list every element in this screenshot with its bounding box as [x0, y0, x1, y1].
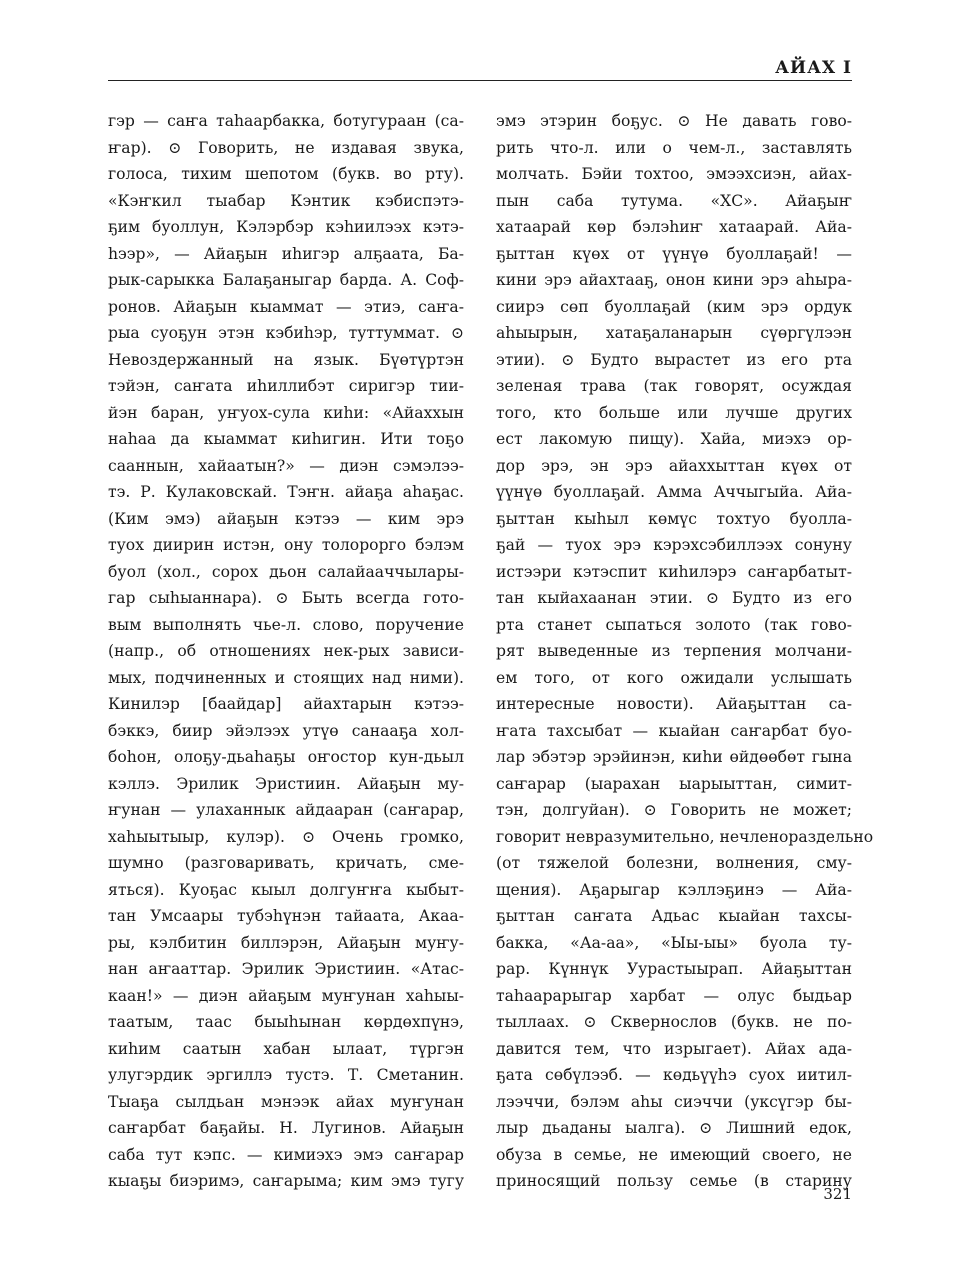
text-line: «Кэҥкил тыабар Кэнтик кэбиспэтэ- [108, 191, 464, 210]
text-line: кини эрэ айахтааҕ, онон кини эрэ аһыра- [496, 271, 852, 289]
text-line: ҥунан — улаханнык айдааран (саҥарар, [108, 801, 464, 819]
text-line: рыа суоҕун этэн кэбиһэр, туттуммат. ⊙ [108, 324, 464, 342]
text-line: лыр дьаданы ыалга). ⊙ Лишний едок, [496, 1119, 852, 1137]
text-line: обуза в семье, не имеющий своего, не [496, 1145, 852, 1164]
page-number: 321 [823, 1185, 852, 1203]
text-line: шумно (разговаривать, кричать, сме- [108, 854, 464, 872]
text-line: яться). Куоҕас кыыл долгуҥҥа кыбыт- [108, 880, 464, 899]
text-line: голоса, тихим шепотом (букв. во рту). [108, 165, 464, 183]
text-line: истээри кэтэспит киһилэрэ саҥарбатыт- [496, 562, 852, 581]
text-line: гар сыһыаннара). ⊙ Быть всегда гото- [108, 589, 464, 607]
text-line: улугэрдик эргиллэ тустэ. Т. Сметанин. [108, 1066, 464, 1084]
text-line: бэккэ, биир эйэлээх утүө санааҕа хол- [108, 721, 464, 740]
text-line: тэ. Р. Кулаковскай. Тэҥн. айаҕа аһаҕас. [108, 483, 464, 501]
text-line: һээр», — Айаҕын иһигэр алҕаата, Ба- [108, 244, 464, 263]
text-line: кыаҕы биэримэ, саҥарыма; ким эмэ тугу [108, 1172, 464, 1190]
text-line: хаһыытыыр, кулэр). ⊙ Очень громко, [108, 827, 464, 846]
text-line: приносящий пользу семье (в старину [496, 1172, 852, 1190]
text-line: Невоздержанный на язык. Бүөтүртэн [108, 350, 464, 369]
text-line: давится тем, что изрыгает). Айах ада- [496, 1039, 852, 1058]
text-line: Кинилэр [баайдар] айахтарын кэтээ- [108, 695, 464, 713]
text-line: тэн, долгуйан). ⊙ Говорить не может; [496, 801, 852, 819]
text-line: рят выведенные из терпения молчани- [496, 642, 852, 660]
text-line: сааннын, хайаатын?» — диэн сэмэлээ- [108, 456, 464, 475]
text-line: (напр., об отношениях нек-рых зависи- [108, 642, 464, 660]
text-line: ҕим буоллун, Кэлэрбэр кэһиилээх кэтэ- [108, 218, 464, 236]
text-line: тэйэн, саҥата иһиллибэт сиригэр тии- [108, 377, 464, 395]
text-line: саба тут кэпс. — кимиэхэ эмэ саҥарар [108, 1145, 464, 1164]
text-line: этии). ⊙ Будто вырастет из его рта [496, 350, 852, 369]
text-line: лар эбэтэр эрэйинэн, киһи өйдөөбөт гына [496, 748, 852, 766]
text-line: лээччи, бэлэм аһы сиэччи (уксүгэр бы- [496, 1092, 852, 1111]
text-line: рар. Күннүк Уурастыырап. Айаҕыттан [496, 960, 852, 978]
text-line: вым выполнять чье-л. слово, поручение [108, 615, 464, 634]
text-line: рить что-л. или о чем-л., заставлять [496, 138, 852, 157]
text-line: наһаа да кыаммат киһигин. Ити тоҕо [108, 430, 464, 448]
text-line: ем того, от кого ожидали услышать [496, 668, 852, 687]
text-line: нан аҥааттар. Эрилик Эристиин. «Атас- [108, 960, 464, 978]
text-line: ры, кэлбитин биллэрэн, Айаҕын муҥу- [108, 933, 464, 952]
text-line: рта станет сыпаться золото (так гово- [496, 615, 852, 634]
text-line: таатым, таас быыһынан көрдөхпүнэ, [108, 1013, 464, 1031]
text-line: молчать. Бэйи тохтоо, эмээхсиэн, айах- [496, 165, 852, 183]
left-column [108, 108, 464, 1190]
text-line: ҕай — туох эрэ кэрэхсэбиллээх сонуну [496, 536, 852, 554]
text-line: киһим саатын хабан ылаат, түргэн [108, 1039, 464, 1058]
text-line: ҥата тахсыбат — кыайан саҥарбат буо- [496, 721, 852, 740]
header-rule [108, 80, 852, 81]
text-line: пын саба тутума. «ХС». Айаҕыҥ [496, 191, 852, 210]
text-line: аһыырын, хатаҕаланарын сүөргүлээн [496, 324, 852, 342]
text-line: говорит невразумительно, нечленораздельно [496, 827, 874, 846]
text-line: боһон, олоҕу-дьаһаҕы оҥостор кун-дьыл [108, 748, 464, 766]
text-line: буол (хол., сорох дьон салайааччылары- [108, 562, 464, 581]
text-line: эмэ этэрин боҕус. ⊙ Не давать гово- [496, 112, 852, 130]
text-line: үүнүө буоллаҕай. Амма Аччыгыйа. Айа- [496, 483, 852, 501]
text-line: ҕыттан күөх от үүнүө буоллаҕай! — [496, 244, 852, 263]
text-line: того, кто больше или лучше других [496, 403, 852, 422]
text-line: дор эрэ, эн эрэ айаххыттан күөх от [496, 456, 852, 475]
text-line: тан кыйахаанан этии. ⊙ Будто из его [496, 589, 852, 607]
text-line: мых, подчиненных и стоящих над ними). [108, 668, 464, 687]
text-line: кэллэ. Эрилик Эристиин. Айаҕын му- [108, 774, 464, 793]
text-line: саҥарар (ыарахан ыарыыттан, симит- [496, 774, 852, 793]
text-line: ҕыттан кыһыл көмүс тохтуо буолла- [496, 509, 852, 528]
text-line: Тыаҕа сылдьан мэнээк айах муҥунан [108, 1092, 464, 1111]
text-line: саҥарбат баҕайы. Н. Лугинов. Айаҕын [108, 1119, 464, 1137]
text-line: рык-сарыкка Балаҕаныгар барда. А. Соф- [108, 271, 464, 289]
text-line: (от тяжелой болезни, волнения, сму- [496, 854, 852, 872]
text-line: каан!» — диэн айаҕым муҥунан хаһыы- [108, 986, 464, 1005]
text-line: ест лакомую пищу). Хайа, миэхэ ор- [496, 430, 852, 448]
text-line: тыллаах. ⊙ Сквернослов (букв. не по- [496, 1013, 852, 1031]
text-line: ҕата сөбүлээб. — көдьүүһэ суох иитил- [496, 1066, 852, 1084]
text-line: туох диирин истэн, ону толорорго бэлэм [108, 536, 464, 554]
running-head: АЙАХ I [775, 58, 852, 78]
text-line: ҕыттан саҥата Адьас кыайан тахсы- [496, 907, 852, 925]
right-column [496, 108, 874, 1190]
text-line: зеленая трава (так говорят, осуждая [496, 377, 852, 395]
text-line: ронов. Айаҕын кыаммат — этиэ, саҥа- [108, 297, 464, 316]
text-line: интересные новости). Айаҕыттан са- [496, 695, 852, 713]
text-line: йэн баран, уҥуох-сула киһи: «Айаххын [108, 403, 464, 422]
text-line: гэр — саҥа таһаарбакка, ботугураан (са- [108, 112, 464, 130]
text-line: ҥар). ⊙ Говорить, не издавая звука, [108, 138, 464, 157]
text-line: тан Умсаары тубэһүнэн тайаата, Акаа- [108, 907, 464, 925]
text-line: таһаарарыгар харбат — олус быдьар [496, 986, 852, 1005]
text-line: (Ким эмэ) айаҕын кэтээ — ким эрэ [108, 509, 464, 528]
text-line: щения). Аҕарыгар кэллэҕинэ — Айа- [496, 880, 852, 899]
text-line: бакка, «Аа-аа», «Ыы-ыы» буола ту- [496, 933, 852, 952]
page-header [108, 58, 852, 82]
text-line: сиирэ сөп буоллаҕай (ким эрэ ордук [496, 297, 852, 316]
text-line: хатаарай көр бэлэһиҥ хатаарай. Айа- [496, 218, 852, 236]
